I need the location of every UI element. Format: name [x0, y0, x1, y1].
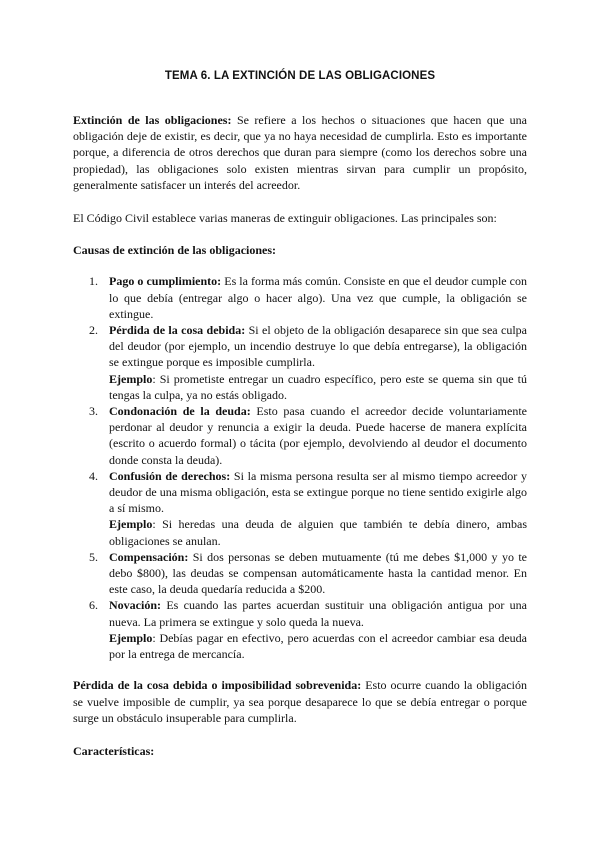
- cause-text: Es la forma más común. Consiste en que el deudor cumple con lo que debía (entregar algo o hacer algo). Una vez que cumple, la obligación se extingue.: [109, 274, 528, 321]
- example-label: Ejemplo: [109, 517, 153, 532]
- causes-list: [73, 273, 527, 662]
- cause-number: 2.: [89, 323, 98, 338]
- intro-paragraph: [73, 112, 527, 193]
- cause-item: [89, 468, 527, 549]
- cause-text: Si el objeto de la obligación desaparece sin que sea culpa del deudor (por ejemplo, un incendio destruye lo que debía entregarse), la obligación se extingue porque es imposible cumplirla.: [109, 323, 527, 370]
- cause-term: Condonación de la deuda:: [109, 404, 251, 419]
- cause-term: Confusión de derechos:: [109, 468, 231, 483]
- cause-term: Novación:: [109, 598, 161, 613]
- intro-text: Se refiere a los hechos o situaciones que hacen que una obligación deje de existir, es decir, que ya no haya necesidad de cumplirla. Esto es importante porque, a diferencia de otros derechos que duran para siempre (como los derechos sobre una propiedad), las obligaciones solo existen mientras sirvan para cumplir un propósito, generalmente satisfacer un interés del acreedor.: [73, 113, 528, 192]
- cause-text: Esto pasa cuando el acreedor decide voluntariamente perdonar al deudor y renuncia a exigir la deuda. Puede hacerse de manera explícita (escrito o acuerdo formal) o tácita (por ejemplo, devolviendo al deudor el documento donde consta la deuda).: [109, 404, 527, 467]
- impossibility-term: Pérdida de la cosa debida o imposibilidad sobrevenida:: [73, 678, 362, 693]
- cause-item: [89, 273, 528, 322]
- causes-heading: Causas de extinción de las obligaciones:: [73, 243, 277, 258]
- cause-example: [109, 371, 527, 403]
- example-text: : Si heredas una deuda de alguien que también te debía dinero, ambas obligaciones se anulan.: [109, 517, 527, 548]
- cause-text: Si dos personas se deben mutuamente (tú me debes $1,000 y yo te debo $800), las deudas se compensan automáticamente hasta la cantidad menor. En este caso, la deuda quedaría reducida a $200.: [109, 549, 527, 597]
- example-text: : Si prometiste entregar un cuadro específico, pero este se quema sin que tú tengas la culpa, ya no estás obligado.: [109, 371, 527, 402]
- cause-number: 4.: [89, 468, 98, 483]
- cause-text: Si la misma persona resulta ser al mismo tiempo acreedor y deudor de una misma obligación, esta se extingue porque no tiene sentido exigirle algo a sí mismo.: [109, 468, 527, 516]
- cause-example: [109, 630, 527, 662]
- page-title: TEMA 6. LA EXTINCIÓN DE LAS OBLIGACIONES: [164, 70, 436, 82]
- cause-example: [109, 516, 527, 548]
- cause-item: [89, 549, 527, 598]
- cause-item: [89, 403, 527, 468]
- civil-code-paragraph: El Código Civil establece varias maneras de extinguir obligaciones. Las principales son:: [73, 211, 497, 226]
- characteristics-heading: Características:: [73, 743, 155, 758]
- example-label: Ejemplo: [109, 630, 153, 645]
- cause-number: 5.: [89, 549, 98, 564]
- cause-text: Es cuando las partes acuerdan sustituir una obligación antigua por una nueva. La primera se extingue y solo queda la nueva.: [109, 598, 527, 629]
- cause-number: 3.: [89, 404, 98, 419]
- cause-item: [89, 597, 527, 662]
- cause-term: Pago o cumplimiento:: [109, 274, 222, 289]
- cause-term: Pérdida de la cosa debida:: [109, 323, 246, 338]
- cause-item: [89, 322, 527, 403]
- cause-number: 6.: [89, 598, 98, 613]
- cause-number: 1.: [89, 274, 98, 289]
- impossibility-text: Esto ocurre cuando la obligación se vuelve imposible de cumplir, ya sea porque desaparece lo que se debía entregar o porque surge un obstáculo insuperable para cumplirla.: [73, 678, 527, 725]
- cause-term: Compensación:: [109, 549, 189, 564]
- intro-term: Extinción de las obligaciones:: [73, 113, 232, 127]
- example-label: Ejemplo: [109, 371, 153, 386]
- impossibility-paragraph: [73, 677, 527, 726]
- example-text: : Debías pagar en efectivo, pero acuerdas con el acreedor cambiar esa deuda por la entrega de mercancía.: [109, 630, 527, 662]
